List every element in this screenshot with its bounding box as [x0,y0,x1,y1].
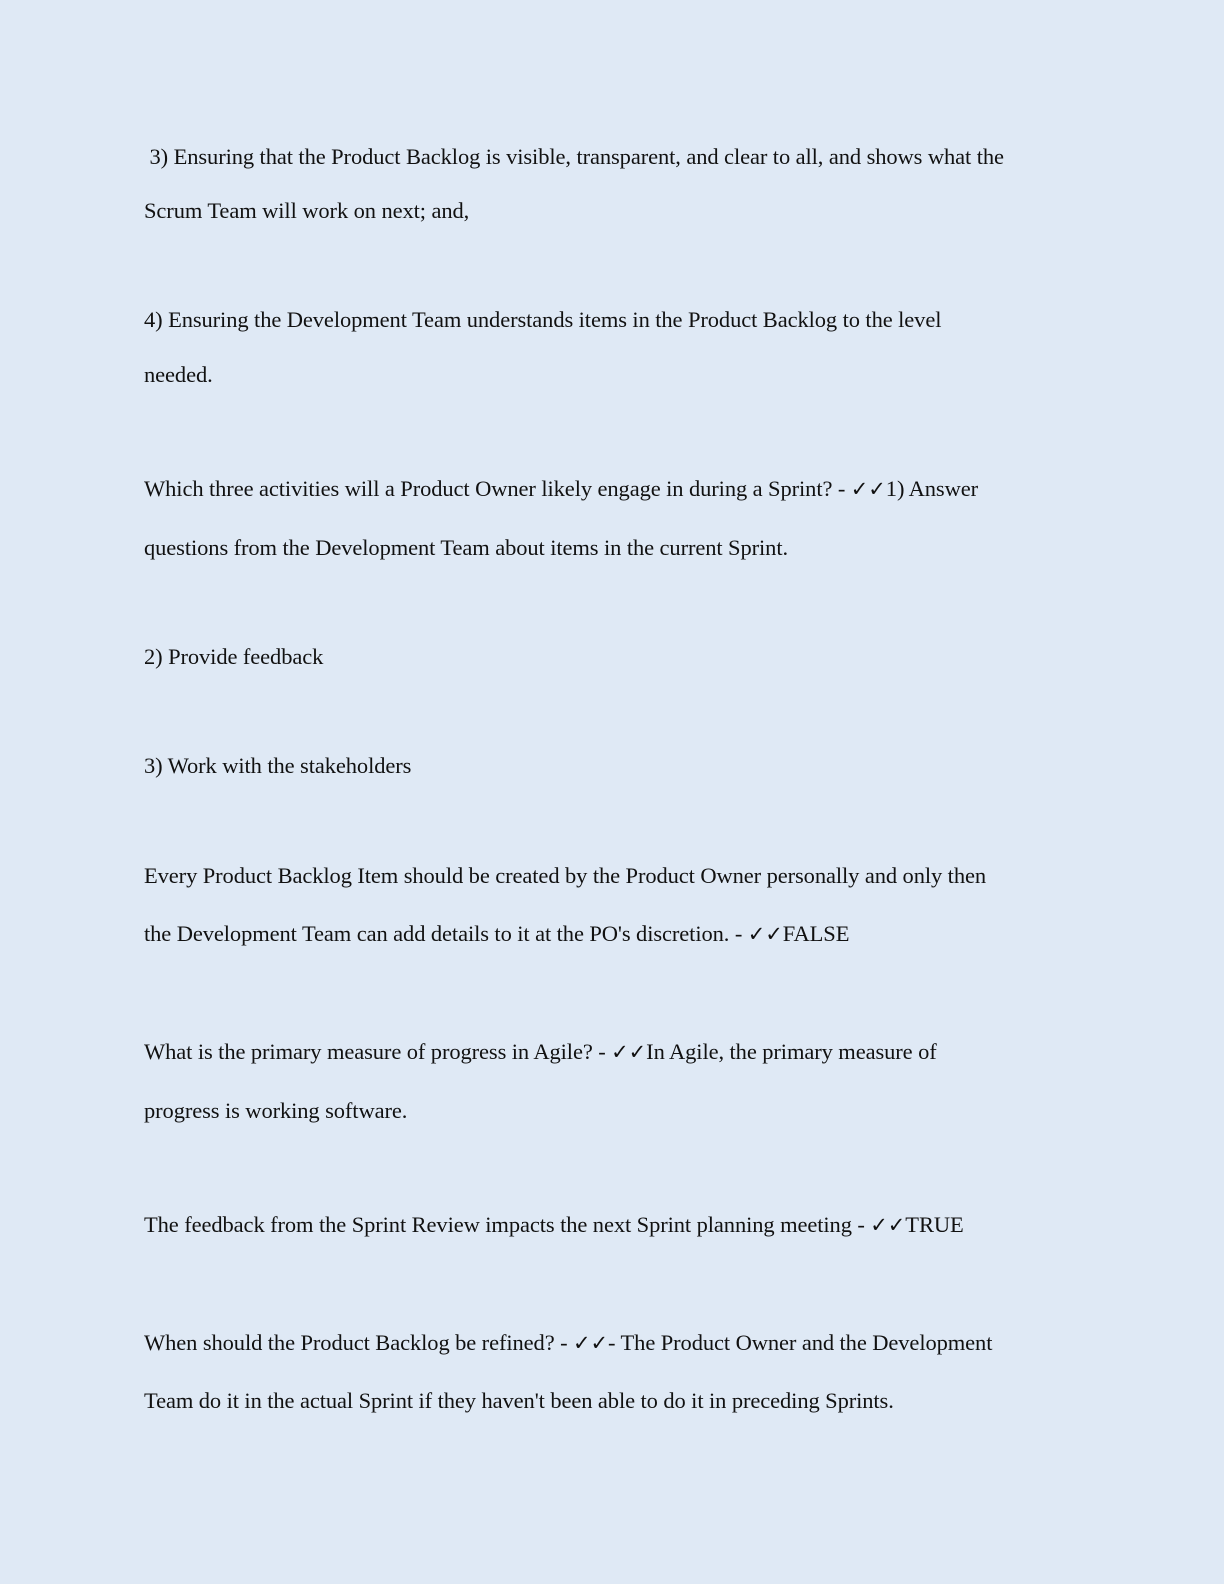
answer-continuation: Team do it in the actual Sprint if they haven't been able to do it in preceding Sprints. [144,1388,894,1413]
answer-text: In Agile, the primary measure of [646,1039,937,1064]
question-text: When should the Product Backlog be refined? - [144,1330,574,1355]
text-line [144,1329,992,1357]
text-line [144,862,986,890]
text-line [144,1211,964,1239]
answer-continuation: progress is working software. [144,1098,408,1123]
double-check-icon: ✓✓ [611,1040,647,1064]
answer-continuation: questions from the Development Team about items in the current Sprint. [144,535,788,560]
question-text: Every Product Backlog Item should be created by the Product Owner personally and only then [144,863,987,888]
provide-feedback-line: 2) Provide feedback [144,644,324,669]
question-text: the Development Team can add details to it at the PO's discretion. - [144,921,748,946]
dev-team-understands-line-2: needed. [144,362,213,387]
answer-text: 1) Answer [885,476,979,501]
text-line [144,1097,407,1125]
text-line [144,1387,894,1415]
question-text: The feedback from the Sprint Review impacts the next Sprint planning meeting - [144,1212,871,1237]
text-line [144,475,978,503]
text-line [144,143,1004,171]
answer-text: - The Product Owner and the Development [608,1330,993,1355]
text-line [144,361,213,389]
text-line [144,920,849,948]
double-check-icon: ✓✓ [747,922,783,946]
text-line [144,306,941,334]
text-line [144,752,411,780]
backlog-visibility-line-1: 3) Ensuring that the Product Backlog is visible, transparent, and clear to all, and shows what the [144,144,1004,169]
double-check-icon: ✓✓ [870,1213,906,1237]
question-text: What is the primary measure of progress in Agile? - [144,1039,612,1064]
question-text: Which three activities will a Product Owner likely engage in during a Sprint? - [144,476,851,501]
answer-text: TRUE [905,1212,964,1237]
text-line [144,1038,937,1066]
text-line [144,197,469,225]
answer-text: FALSE [782,921,850,946]
double-check-icon: ✓✓ [850,477,886,501]
work-with-stakeholders-line: 3) Work with the stakeholders [144,753,412,778]
dev-team-understands-line-1: 4) Ensuring the Development Team understands items in the Product Backlog to the level [144,307,942,332]
double-check-icon: ✓✓ [573,1331,609,1355]
text-line [144,643,323,671]
backlog-visibility-line-2: Scrum Team will work on next; and, [144,198,470,223]
text-line [144,534,788,562]
